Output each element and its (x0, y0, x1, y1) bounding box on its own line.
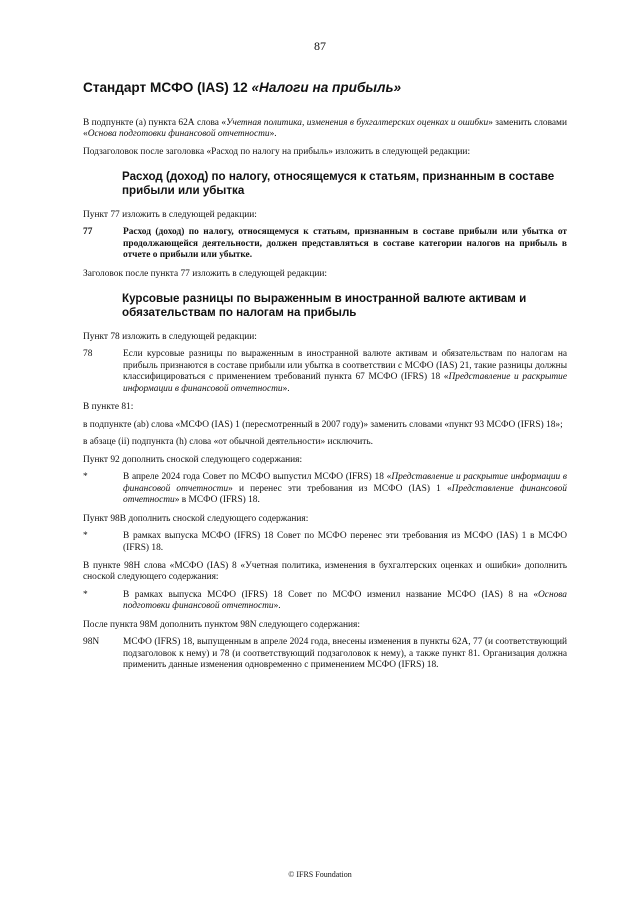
footnote-92 (83, 472, 567, 506)
title-prefix: Стандарт МСФО (IAS) 12 (83, 80, 252, 95)
paragraph-text: Расход (доход) по налогу, относящемуся к статьям, признанным в составе прибыли или убытка от продолжающейся деятельности, должен представляться в составе категории налогов на прибыль в отчете о прибыли или убытке. (123, 227, 567, 261)
text-span: ». (282, 383, 290, 394)
paragraph-62a-amendment (83, 118, 567, 141)
footnote-marker: * (83, 589, 88, 600)
footnote-98h (83, 590, 567, 613)
text-span: В апреле 2024 года Совет по МСФО выпустил МСФО (IFRS) 18 « (123, 472, 392, 483)
footnote-marker: * (83, 531, 88, 542)
paragraph-subheading-instruction: Подзаголовок после заголовка «Расход по налогу на прибыль» изложить в следующей редакции: (83, 146, 471, 157)
paragraph-77 (83, 227, 567, 261)
italic-span: Основа подготовки финансовой отчетности (123, 589, 567, 612)
paragraph-98n (83, 637, 567, 671)
paragraph-text: МСФО (IFRS) 18, выпущенным в апреле 2024 года, внесены изменения в пункты 62А, 77 (и соответствующий подзаголовок к нему) и 78 (и соответствующий подзаголовок к нему), а также пункт 81. Организация должна применить данные изменения одновременно с применением МСФО (IFRS) 18. (123, 637, 567, 671)
footnote-marker: * (83, 472, 88, 483)
italic-span: Учетная политика, изменения в бухгалтерских оценках и ошибки (226, 117, 489, 128)
copyright-footer: © IFRS Foundation (288, 870, 352, 879)
paragraph-number: 98N (83, 637, 100, 648)
document-body (83, 80, 567, 679)
italic-span: Представление финансовой отчетности (123, 483, 567, 506)
standard-title (83, 80, 567, 97)
text-span: ». (273, 601, 281, 612)
text-span: В подпункте (а) пункта 62А слова « (83, 117, 227, 128)
subheading-exchange-differences: Курсовые разницы по выраженным в иностранной валюте активам и обязательствам по налогам на прибыль (122, 292, 527, 320)
text-span: » и перенес эти требования из МСФО (IAS) 1 « (228, 483, 452, 494)
italic-span: Представление и раскрытие информации в финансовой отчетности (123, 472, 568, 494)
italic-span: Основа подготовки финансовой отчетности (87, 129, 270, 140)
text-span: Если курсовые разницы по выраженным в иностранной валюте активам и обязательствам по налогам на прибыль признаются в составе прибыли или убытка в соответствии с МСФО (IAS) 21, такие разницы должны классифицироваться с применением требований пункта 67 МСФО (IFRS) 18 « (123, 349, 567, 383)
text-span: В рамках выпуска МСФО (IFRS) 18 Совет по МСФО изменил название МСФО (IAS) 8 на « (123, 589, 539, 600)
title-italic: «Налоги на прибыль» (251, 80, 402, 95)
paragraph-92-instruction: Пункт 92 дополнить сноской следующего содержания: (83, 454, 303, 465)
paragraph-81-h: в абзаце (ii) подпункта (h) слова «от обычной деятельности» исключить. (83, 437, 374, 448)
text-span: ». (269, 129, 277, 140)
paragraph-text (123, 349, 567, 395)
page-number: 87 (314, 39, 326, 53)
paragraph-98n-instruction: После пункта 98M дополнить пунктом 98N следующего содержания: (83, 619, 360, 630)
paragraph-number: 78 (83, 349, 93, 360)
paragraph-heading-instruction: Заголовок после пункта 77 изложить в следующей редакции: (83, 268, 327, 279)
text-span: » в МСФО (IFRS) 18. (174, 495, 260, 506)
footnote-text: В рамках выпуска МСФО (IFRS) 18 Совет по МСФО перенес эти требования из МСФО (IAS) 1 в МСФО (IFRS) 18. (123, 531, 567, 553)
paragraph-78-instruction: Пункт 78 изложить в следующей редакции: (83, 331, 257, 342)
paragraph-98h-instruction: В пункте 98H слова «МСФО (IAS) 8 «Учетная политика, изменения в бухгалтерских оценках и ошибки» дополнить сноской следующего содержания: (83, 560, 567, 583)
paragraph-81-ab: в подпункте (ab) слова «МСФО (IAS) 1 (пересмотренный в 2007 году)» заменить словами «пункт 93 МСФО (IFRS) 18»; (83, 419, 563, 430)
paragraph-81-intro: В пункте 81: (83, 402, 134, 413)
paragraph-77-instruction: Пункт 77 изложить в следующей редакции: (83, 209, 257, 220)
paragraph-number: 77 (83, 227, 93, 238)
footnote-98b (83, 531, 567, 554)
footnote-text (123, 472, 567, 506)
footnote-text (123, 590, 567, 613)
italic-span: Представление и раскрытие информации в финансовой отчетности (123, 372, 567, 394)
paragraph-98b-instruction: Пункт 98B дополнить сноской следующего содержания: (83, 513, 309, 524)
paragraph-78 (83, 349, 567, 395)
subheading-tax-expense: Расход (доход) по налогу, относящемуся к статьям, признанным в составе прибыли или убытка (122, 169, 555, 197)
text-span: » заменить словами « (83, 117, 568, 140)
